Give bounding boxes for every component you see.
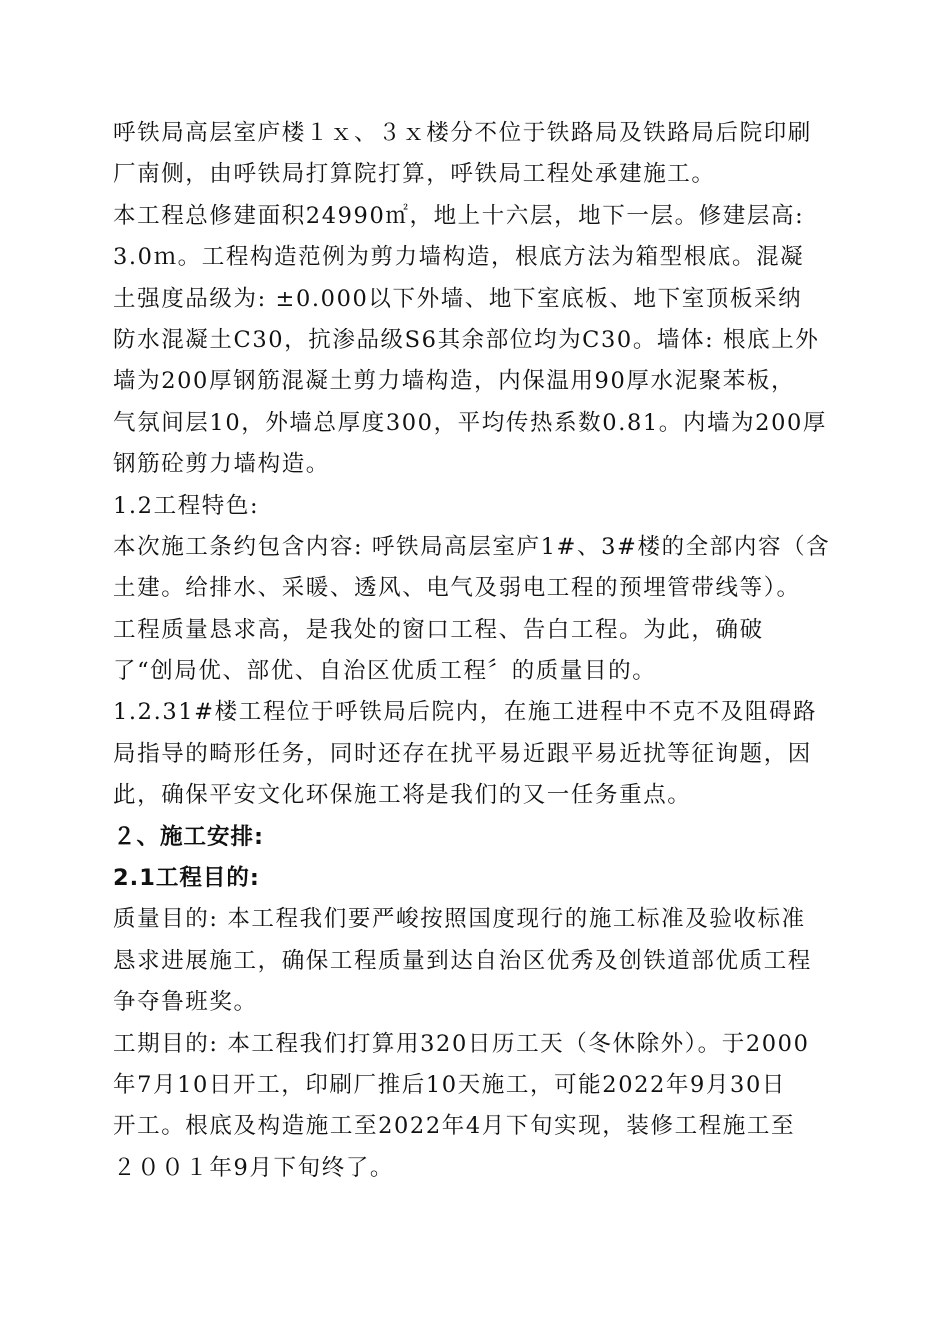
text-line: 恳求进展施工，确保工程质量到达自治区优秀及创铁道部优质工程 <box>113 947 812 974</box>
text-line: 厂南侧，由呼铁局打算院打算，呼铁局工程处承建施工。 <box>113 161 716 188</box>
text-line: 墙为200厚钢筋混凝土剪力墙构造，内保温用90厚水泥聚苯板， <box>113 368 796 395</box>
text-line: 土强度品级为: ±0.000以下外墙、地下室底板、地下室顶板采纳 <box>113 285 803 312</box>
section-heading-1-2: 1.2工程特色: <box>113 492 260 519</box>
text-line: 钢筋砼剪力墙构造。 <box>113 451 330 478</box>
text-line: 防水混凝土C30，抗渗品级S6其余部位均为C30。墙体: 根底上外 <box>113 326 820 353</box>
text-line: 气氛间层10，外墙总厚度300，平均传热系数0.81。内墙为200厚 <box>113 409 828 436</box>
text-line: 局指导的畸形任务，同时还存在扰平易近跟平易近扰等征询题，因 <box>113 740 812 767</box>
text-line: 工期目的: 本工程我们打算用320日历工天（冬休除外）。于2000 <box>113 1030 810 1057</box>
text-line: 本工程总修建面积24990㎡，地上十六层，地下一层。修建层高: <box>113 202 805 229</box>
section-heading-2: ２、施工安排: <box>113 823 264 850</box>
section-heading-2-1: 2.1工程目的: <box>113 865 260 892</box>
text-line: 年7月10日开工，印刷厂推后10天施工，可能2022年9月30日 <box>113 1071 786 1098</box>
text-line: 争夺鲁班奖。 <box>113 989 258 1016</box>
text-line: 本次施工条约包含内容: 呼铁局高层室庐1#、3#楼的全部内容（含 <box>113 533 831 560</box>
text-line: 了“创局优、部优、自治区优质工程〞的质量目的。 <box>113 658 657 685</box>
text-line: ２００１年9月下旬终了。 <box>113 1154 395 1181</box>
text-line: 质量目的: 本工程我们要严峻按照国度现行的施工标准及验收标准 <box>113 906 806 933</box>
text-line: 3.0ｍ。工程构造范例为剪力墙构造，根底方法为箱型根底。混凝 <box>113 244 805 271</box>
text-line: 此，确保平安文化环保施工将是我们的又一任务重点。 <box>113 782 692 809</box>
text-line: 土建。给排水、采暖、透风、电气及弱电工程的预埋管带线等）。 <box>113 575 801 602</box>
text-line: 呼铁局高层室庐楼１ｘ、３ｘ楼分不位于铁路局及铁路局后院印刷 <box>113 120 812 146</box>
text-line: 1.2.31#楼工程位于呼铁局后院内，在施工进程中不克不及阻碍路 <box>113 699 818 726</box>
text-line: 工程质量恳求高，是我处的窗口工程、告白工程。为此，确破 <box>113 616 764 643</box>
text-line: 开工。根底及构造施工至2022年4月下旬实现，装修工程施工至 <box>113 1113 796 1140</box>
document-body <box>113 113 873 1189</box>
